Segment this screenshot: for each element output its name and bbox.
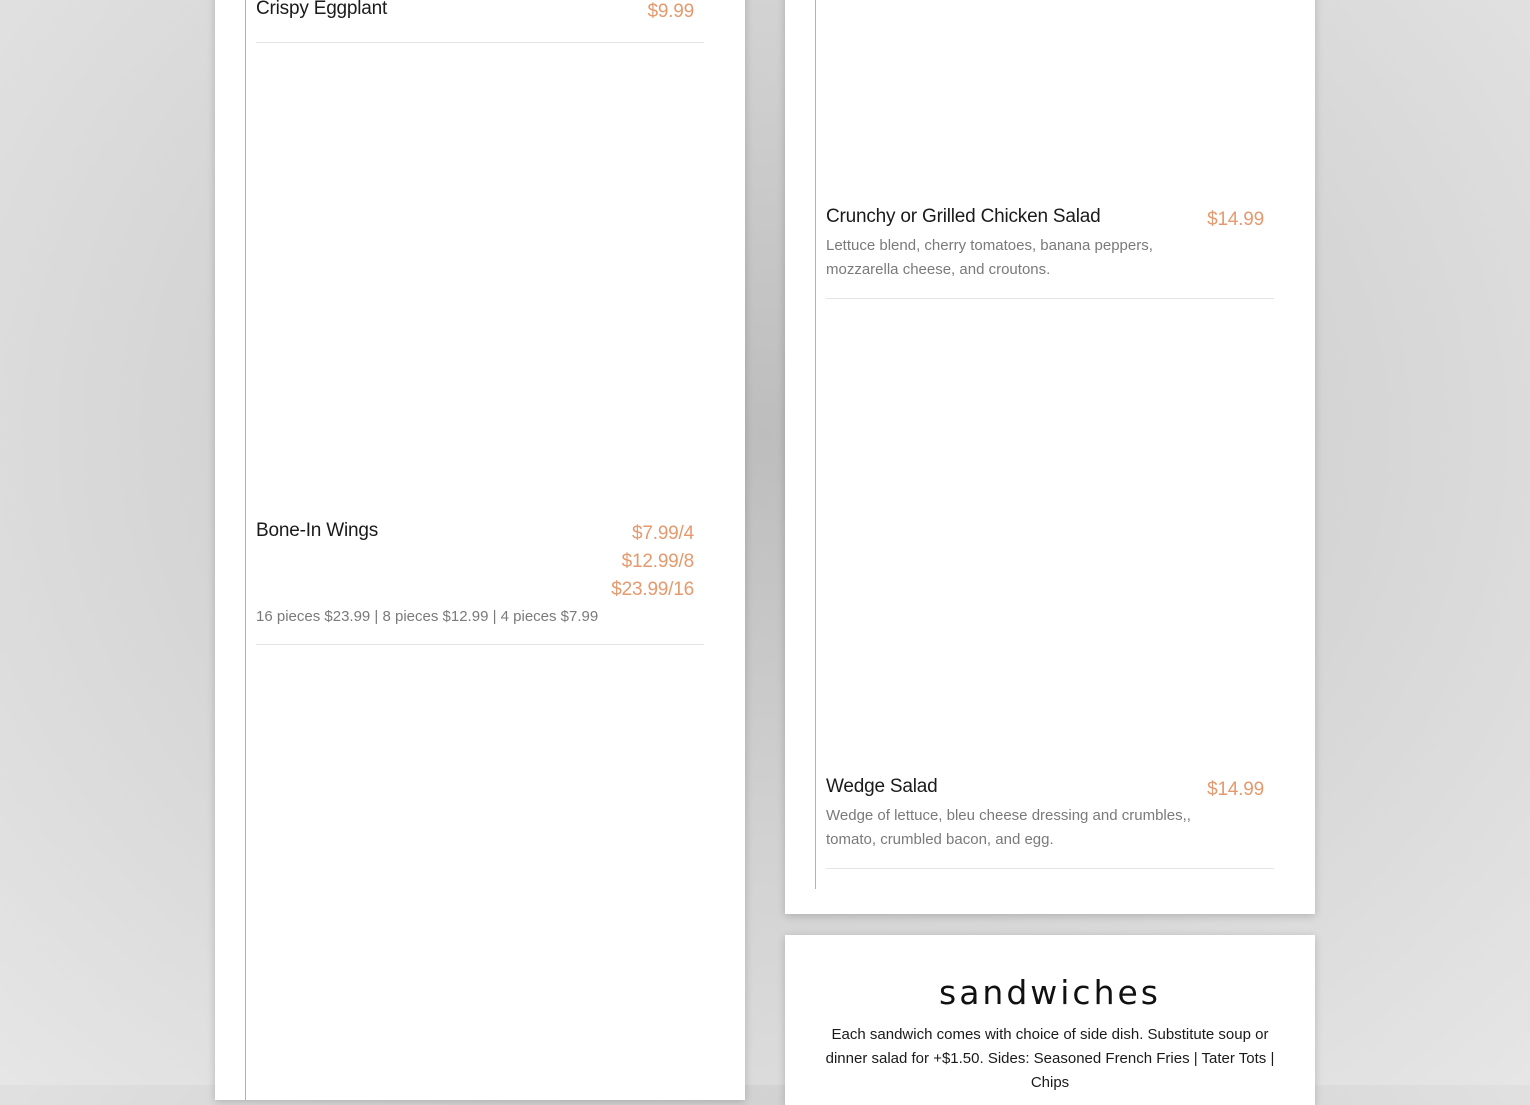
menu-item-price: $12.99/8 [621,551,694,572]
section-note: Each sandwich comes with choice of side dish. Substitute soup or dinner salad for +$1.50. Sides: Seasoned French Fries | Tater Tots | Chips [825,1026,1275,1091]
accent-divider-line [815,0,816,889]
menu-item [256,0,704,43]
menu-item-description: Wedge of lettuce, bleu cheese dressing and crumbles,, tomato, crumbled bacon, and egg. [826,807,1191,848]
menu-item [256,520,704,645]
menu-item-name: Wedge Salad [826,776,938,797]
menu-card-sandwiches [785,935,1315,1105]
menu-item-name: Bone-In Wings [256,520,379,541]
section-title: sandwiches [939,973,1161,1012]
menu-item-price: $7.99/4 [632,523,694,544]
menu-card-left [215,0,745,1100]
menu-card-right-salads [785,0,1315,914]
menu-item-price: $9.99 [647,1,694,22]
menu-item [826,776,1274,869]
menu-item [826,206,1274,299]
menu-item-name: Crispy Eggplant [256,0,388,19]
menu-item-price: $23.99/16 [611,579,694,600]
accent-divider-line [245,0,246,1100]
menu-item-name: Crunchy or Grilled Chicken Salad [826,206,1101,227]
menu-item-description: Lettuce blend, cherry tomatoes, banana peppers, mozzarella cheese, and croutons. [826,237,1153,278]
menu-item-description: 16 pieces $23.99 | 8 pieces $12.99 | 4 pieces $7.99 [256,608,599,625]
menu-item-price: $14.99 [1207,779,1264,800]
menu-item-price: $14.99 [1207,209,1264,230]
